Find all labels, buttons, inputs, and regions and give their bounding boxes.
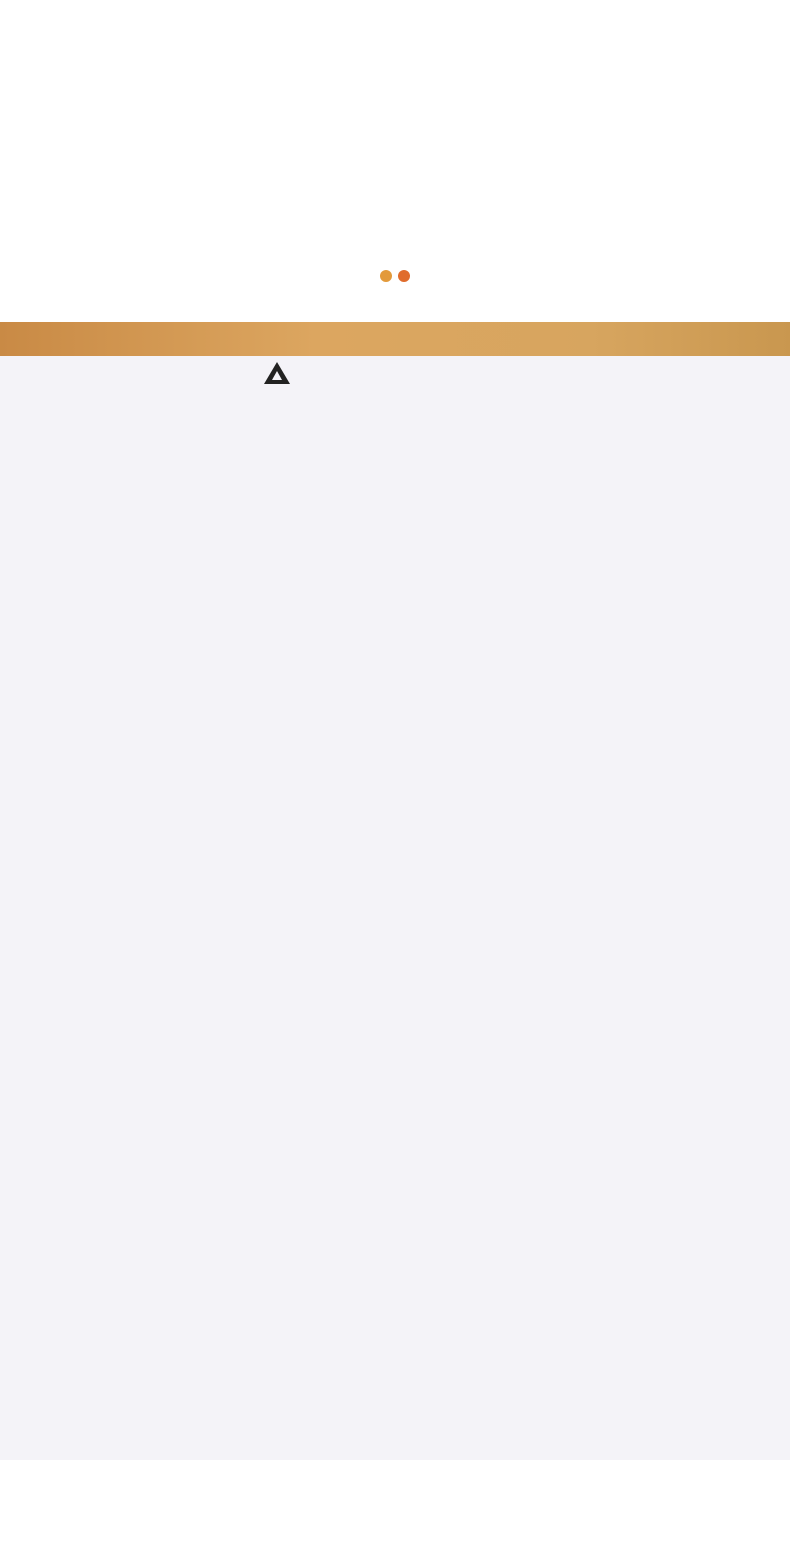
accent-dot — [398, 270, 410, 282]
aopi-logo-icon — [262, 360, 292, 386]
record-form-paper — [0, 356, 790, 1460]
accent-dot — [380, 270, 392, 282]
